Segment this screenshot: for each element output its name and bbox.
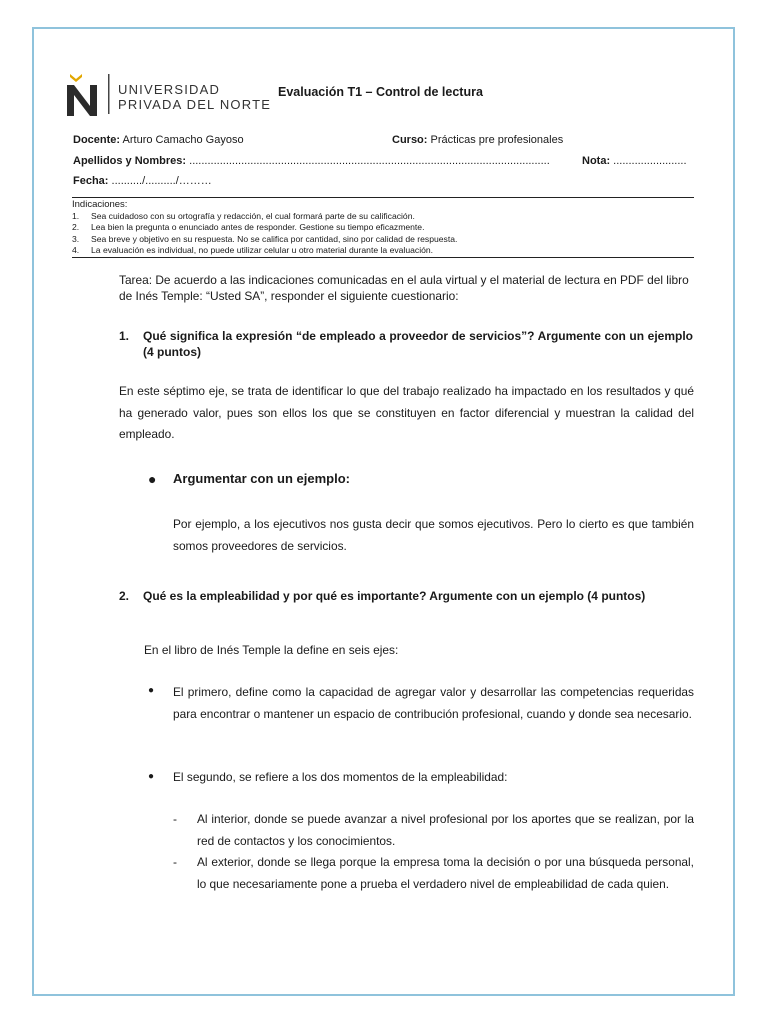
answer-2-intro: En el libro de Inés Temple la define en seis ejes: xyxy=(144,643,399,657)
answer-2-point-2: El segundo, se refiere a los dos momentos de la empleabilidad: xyxy=(173,770,508,784)
question-text: Qué significa la expresión “de empleado a proveedor de servicios”? Argumente con un ejemplo (4 puntos) xyxy=(143,329,693,359)
logo-accent-chevron xyxy=(70,74,82,82)
logo-n-mark xyxy=(67,85,97,116)
answer-1-paragraph: En este séptimo eje, se trata de identificar lo que del trabajo realizado ha impactado en los resultados y qué ha generado valor, pues son ellos los que se constituyen en factor diferencial y muestran la calidad del empleado. xyxy=(119,384,694,441)
instructions-box xyxy=(72,199,692,257)
apellidos-label: Apellidos y Nombres: xyxy=(73,155,187,167)
instruction-item: 4. La evaluación es individual, no puede utilizar celular u otro material durante la evaluación. xyxy=(72,245,434,255)
question-number: 1. xyxy=(119,329,130,343)
dash-icon: - xyxy=(173,812,177,826)
question-number: 2. xyxy=(119,589,130,603)
task-instruction: Tarea: De acuerdo a las indicaciones comunicadas en el aula virtual y el material de lectura en PDF del libro de Inés Temple: “Usted SA”, responder el siguiente cuestionario: xyxy=(119,273,689,303)
fecha-field xyxy=(73,175,212,187)
answer-2-subpoint-2: Al exterior, donde se llega porque la empresa toma la decisión o por una búsqueda personal, lo que necesariamente pone a prueba el verdadero nivel de empleabilidad de cada quien. xyxy=(197,855,694,891)
fecha-value: ........../........../……… xyxy=(111,175,212,187)
bullet-icon: ● xyxy=(148,471,157,487)
instruction-item: 3. Sea breve y objetivo en su respuesta. No se califica por cantidad, sino por calidad de respuesta. xyxy=(72,233,458,244)
logo-wordmark xyxy=(118,82,271,112)
answer-2-point-1: El primero, define como la capacidad de agregar valor y desarrollar las competencias requeridas para encontrar o mantener un espacio de contribución profesional, cuando y donde sea necesario. xyxy=(173,685,694,721)
nota-field xyxy=(582,155,687,167)
example-heading: Argumentar con un ejemplo: xyxy=(173,471,350,486)
nota-label: Nota: xyxy=(582,155,611,167)
logo-line-2: PRIVADA DEL NORTE xyxy=(118,97,272,112)
bullet-icon: ● xyxy=(148,685,155,696)
dash-icon: - xyxy=(173,855,177,869)
question-2 xyxy=(119,588,693,604)
page-title: Evaluación T1 – Control de lectura xyxy=(278,85,483,99)
logo-divider xyxy=(108,74,110,114)
docente-label: Docente: xyxy=(73,134,121,146)
docente-value: Arturo Camacho Gayoso xyxy=(122,134,244,146)
nota-value: ........................ xyxy=(613,155,687,167)
instruction-item: 1. Sea cuidadoso con su ortografía y redacción, el cual formará parte de su calificación. xyxy=(72,210,415,221)
curso-field xyxy=(392,134,563,146)
divider-bottom xyxy=(72,257,694,258)
divider-top xyxy=(72,197,694,198)
question-text: Qué es la empleabilidad y por qué es importante? Argumente con un ejemplo (4 puntos) xyxy=(143,589,646,603)
bullet-icon: ● xyxy=(148,771,155,782)
instructions-heading: Indicaciones: xyxy=(72,199,128,210)
curso-value: Prácticas pre profesionales xyxy=(430,134,564,146)
instruction-item: 2. Lea bien la pregunta o enunciado antes de responder. Gestione su tiempo eficazmente. xyxy=(72,222,425,232)
logo-line-1: UNIVERSIDAD xyxy=(118,82,221,97)
answer-2-subpoint-1: Al interior, donde se puede avanzar a nivel profesional por los aportes que se realizan, por la red de contactos y los conocimientos. xyxy=(197,812,694,848)
fecha-label: Fecha: xyxy=(73,175,109,187)
apellidos-value: ...................................................................................................................... xyxy=(189,155,550,167)
docente-field xyxy=(73,134,244,146)
question-1 xyxy=(119,328,693,360)
apellidos-field xyxy=(73,155,573,167)
example-paragraph: Por ejemplo, a los ejecutivos nos gusta decir que somos ejecutivos. Pero lo cierto es que también somos proveedores de servicios. xyxy=(173,517,694,553)
curso-label: Curso: xyxy=(392,134,428,146)
